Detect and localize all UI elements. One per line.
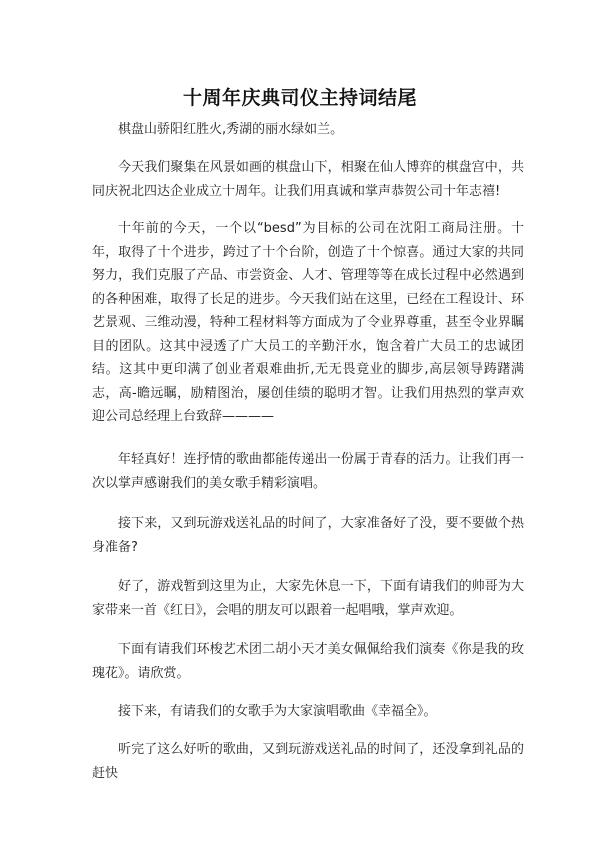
paragraph-female-singer: 接下来，有请我们的女歌手为大家演唱歌曲《幸福全》。 [118, 704, 437, 719]
paragraph-company-history: 十年前的今天，一个以“besd”为目标的公司在沈阳工商局注册。十年，取得了十个进步，跨过了十个台阶，创造了十个惊喜。通过大家的共同努力，我们克服了产品、市尝资金、人才、管理等等在成长过程中必然遇到的各种困难，取得了长足的进步。今天我们站在这里，已经在工程设计、环艺景观、三维动漫，特种工程材料等方面成为了令业界尊重，甚至令业界瞩目的团队。这其中浸透了广大员工的辛勤汗水，饱含着广大员工的忠诚团结。这其中更印满了创业者艰难曲折,无无畏竟业的脚步,高层领导踌躇满志，高-瞻远瞩，励精图治，屡创佳绩的聪明才智。让我们用热烈的掌声欢迎公司总经理上台致辞———— [92, 221, 524, 424]
paragraph-song-red-sun: 好了，游戏暂到这里为止，大家先休息一下，下面有请我们的帅哥为大家带来一首《红日》，会唱的朋友可以跟着一起唱哦，掌声欢迎。 [92, 579, 524, 618]
document-title: 十周年庆典司仪主持词结尾 [182, 87, 417, 109]
paragraph-erhu-performance: 下面有请我们环梭艺术团二胡小天才美女佩佩给我们演奏《你是我的玫瑰花》。请欣赏。 [92, 642, 524, 681]
paragraph-game-intro: 接下来，又到玩游戏送礼品的时间了，大家准备好了没，要不要做个热身准备? [92, 516, 524, 555]
paragraph-singer-thanks: 年轻真好！连抒情的歌曲都能传递出一份属于青春的活力。让我们再一次以掌声感谢我们的美女歌手精彩演唱。 [92, 452, 524, 491]
paragraph-welcome: 今天我们聚集在风景如画的棋盘山下，相聚在仙人博弈的棋盘宫中，共同庆祝北四达企业成立十周年。让我们用真诚和掌声恭贺公司十年志禧! [92, 160, 524, 199]
paragraph-gift-time: 听完了这么好听的歌曲，又到玩游戏送礼品的时间了，还没拿到礼品的赶快 [92, 742, 524, 781]
paragraph-opening-couplet: 棋盘山骄阳红胜火,秀湖的丽水绿如兰。 [118, 122, 344, 137]
